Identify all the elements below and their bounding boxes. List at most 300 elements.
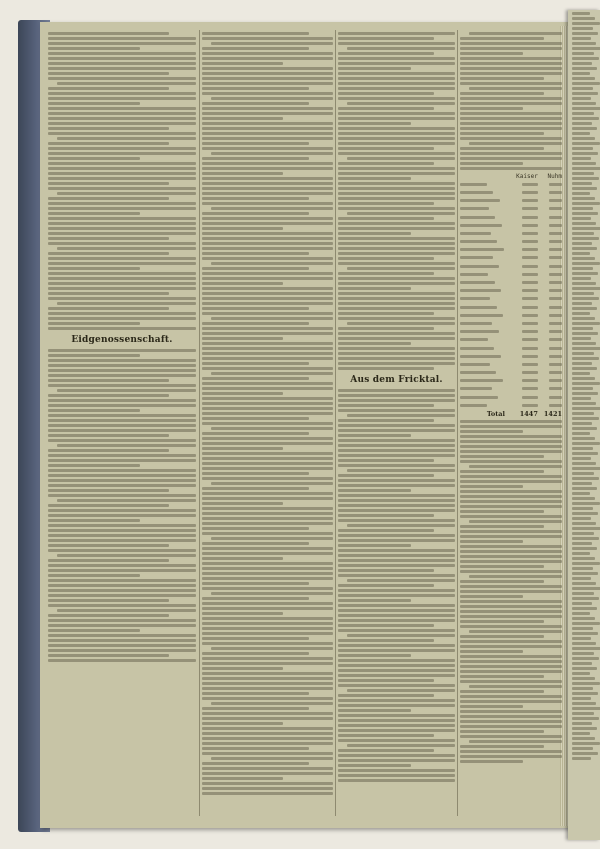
facing-page-line [572, 302, 592, 305]
text-line [460, 480, 562, 483]
text-line [57, 444, 196, 447]
facing-page-line [572, 512, 598, 515]
row-value [549, 183, 562, 186]
text-line [211, 482, 333, 485]
table-row [460, 213, 562, 221]
facing-page-line [572, 132, 590, 135]
row-value [522, 396, 538, 399]
text-line [48, 454, 196, 457]
row-label [460, 240, 497, 243]
text-line [460, 710, 562, 713]
text-line [202, 452, 333, 455]
facing-page-line [572, 142, 600, 145]
text-line [202, 782, 333, 785]
row-value [549, 322, 562, 325]
text-line [48, 479, 196, 482]
table-row [460, 393, 562, 401]
text-line [460, 525, 544, 528]
text-line [338, 589, 455, 592]
text-line [460, 137, 562, 140]
facing-page-line [572, 297, 599, 300]
text-line [202, 732, 333, 735]
text-line [460, 730, 544, 733]
text-line [338, 262, 455, 265]
text-line [338, 659, 455, 662]
text-line [460, 505, 562, 508]
text-line [460, 162, 523, 165]
text-line [48, 197, 169, 200]
facing-page-line [572, 582, 596, 585]
table-row [460, 369, 562, 377]
row-value [549, 387, 562, 390]
text-line [48, 307, 169, 310]
text-line [338, 394, 455, 397]
table-header-cell: Nuhm [547, 172, 562, 180]
text-line [338, 544, 411, 547]
total-label: Total [486, 409, 505, 418]
text-line [48, 177, 196, 180]
row-value [549, 248, 562, 251]
facing-page-line [572, 442, 600, 445]
column-2 [202, 30, 333, 797]
facing-page-line [572, 282, 596, 285]
text-line [338, 232, 411, 235]
text-line [48, 644, 196, 647]
text-line [338, 729, 455, 732]
text-line [202, 252, 309, 255]
text-line [48, 212, 140, 215]
text-line [338, 282, 455, 285]
text-line [338, 714, 455, 717]
text-line [48, 614, 169, 617]
text-line [202, 657, 333, 660]
text-line [202, 197, 309, 200]
text-line [460, 610, 562, 613]
text-line [338, 759, 455, 762]
row-value [522, 355, 538, 358]
text-line [202, 627, 333, 630]
facing-page-line [572, 222, 596, 225]
text-line [460, 167, 562, 170]
text-line [338, 137, 455, 140]
facing-page-line [572, 307, 597, 310]
text-line [202, 202, 333, 205]
text-line [338, 92, 434, 95]
text-line [202, 787, 333, 790]
text-line [338, 514, 434, 517]
text-line [48, 147, 196, 150]
text-line [202, 662, 333, 665]
text-line [460, 760, 523, 763]
text-line [202, 177, 333, 180]
text-line [202, 167, 333, 170]
facing-page-line [572, 407, 600, 410]
facing-page-line [572, 627, 593, 630]
row-value [549, 338, 562, 341]
text-line [211, 97, 333, 100]
text-line [460, 455, 544, 458]
text-line [48, 67, 196, 70]
text-line [48, 282, 196, 285]
facing-page-line [572, 277, 591, 280]
text-line [48, 217, 196, 220]
text-line [48, 474, 196, 477]
row-label [460, 379, 503, 382]
text-line [202, 567, 333, 570]
text-line [338, 719, 455, 722]
text-line [347, 744, 455, 747]
facing-page-line [572, 737, 595, 740]
text-line [202, 272, 333, 275]
text-line [202, 182, 333, 185]
text-line [347, 579, 455, 582]
facing-page-line [572, 432, 590, 435]
column-rule [335, 30, 336, 816]
text-line [338, 454, 455, 457]
text-line [338, 287, 411, 290]
text-line [469, 685, 562, 688]
text-line [48, 359, 196, 362]
text-line [338, 297, 455, 300]
text-line [48, 237, 169, 240]
row-label [460, 216, 495, 219]
facing-page-line [572, 92, 598, 95]
text-line [202, 357, 333, 360]
text-line [48, 529, 196, 532]
facing-page-line [572, 82, 600, 85]
facing-page-line [572, 702, 596, 705]
facing-page-line [572, 552, 590, 555]
facing-page-line [572, 662, 592, 665]
text-line [48, 142, 169, 145]
text-line [460, 450, 562, 453]
row-label [460, 396, 498, 399]
text-line [202, 487, 309, 490]
text-line [460, 82, 562, 85]
row-label [460, 322, 492, 325]
facing-page-line [572, 502, 600, 505]
column-rule [199, 30, 200, 816]
table-row [460, 385, 562, 393]
facing-page-line [572, 152, 598, 155]
text-line [202, 297, 333, 300]
table-header-row [460, 172, 562, 180]
row-value [549, 273, 562, 276]
facing-page-line [572, 457, 591, 460]
text-line [48, 514, 196, 517]
facing-page-line [572, 572, 598, 575]
facing-page-line [572, 12, 590, 15]
text-line [202, 707, 309, 710]
text-line [48, 549, 196, 552]
text-line [338, 474, 434, 477]
text-line [338, 142, 455, 145]
text-line [202, 107, 333, 110]
table-row [460, 311, 562, 319]
facing-page-line [572, 192, 590, 195]
text-line [338, 67, 411, 70]
text-line [48, 434, 169, 437]
text-line [48, 539, 196, 542]
facing-page-line [572, 607, 597, 610]
row-value [549, 265, 562, 268]
text-line [338, 574, 455, 577]
text-line [202, 327, 333, 330]
text-line [338, 272, 434, 275]
text-line [338, 749, 434, 752]
row-label [460, 355, 501, 358]
facing-page-line [572, 77, 595, 80]
facing-page-line [572, 322, 600, 325]
text-line [460, 425, 562, 428]
text-line [338, 352, 455, 355]
text-line [48, 489, 169, 492]
text-line [338, 347, 455, 350]
text-line [202, 587, 333, 590]
text-line [202, 772, 333, 775]
facing-page-line [572, 17, 595, 20]
facing-page-line [572, 537, 599, 540]
text-line [460, 495, 562, 498]
text-line [202, 187, 333, 190]
text-line [202, 572, 333, 575]
text-line [202, 392, 283, 395]
row-value [522, 289, 538, 292]
row-value [522, 224, 538, 227]
facing-page-line [572, 272, 598, 275]
text-line [202, 617, 333, 620]
text-line [338, 52, 434, 55]
text-line [338, 57, 455, 60]
row-value [549, 216, 562, 219]
text-line [338, 252, 455, 255]
text-line [202, 407, 333, 410]
facing-page-line [572, 242, 592, 245]
text-line [202, 492, 333, 495]
row-label [460, 265, 499, 268]
text-line [460, 485, 523, 488]
text-line [347, 212, 455, 215]
text-line [460, 690, 544, 693]
row-label [460, 363, 490, 366]
text-line [202, 457, 333, 460]
text-line [338, 594, 455, 597]
text-line [338, 292, 455, 295]
facing-page-line [572, 57, 599, 60]
text-line [347, 524, 455, 527]
text-line [202, 377, 309, 380]
text-line [48, 312, 196, 315]
text-line [460, 77, 544, 80]
text-line [460, 92, 544, 95]
text-line [460, 127, 562, 130]
row-value [522, 314, 538, 317]
facing-page-line [572, 757, 591, 760]
text-line [48, 599, 169, 602]
text-line [338, 337, 455, 340]
table-row [460, 197, 562, 205]
text-line [48, 564, 196, 567]
text-line [48, 424, 196, 427]
facing-page-line [572, 747, 593, 750]
text-line [460, 152, 562, 155]
text-line [338, 584, 434, 587]
text-line [338, 42, 455, 45]
text-line [48, 297, 196, 300]
facing-page-line [572, 357, 599, 360]
table-row [460, 287, 562, 295]
text-line [48, 584, 196, 587]
row-value [522, 256, 538, 259]
text-line [469, 575, 562, 578]
text-line [202, 432, 309, 435]
text-line [202, 307, 309, 310]
text-line [202, 687, 333, 690]
text-line [202, 682, 333, 685]
text-line [211, 42, 333, 45]
text-line [48, 364, 196, 367]
text-line [202, 462, 333, 465]
text-line [48, 469, 196, 472]
row-label [460, 314, 503, 317]
row-value [522, 330, 538, 333]
facing-page-line [572, 327, 593, 330]
text-line [202, 582, 309, 585]
row-label [460, 338, 488, 341]
text-line [48, 494, 196, 497]
text-line [202, 677, 333, 680]
text-line [347, 322, 455, 325]
text-line [202, 437, 333, 440]
facing-page-line [572, 47, 600, 50]
facing-page-line [572, 317, 595, 320]
text-line [338, 639, 434, 642]
facing-page-line [572, 542, 592, 545]
text-line [211, 427, 333, 430]
table-row [460, 229, 562, 237]
text-line [48, 534, 196, 537]
row-label [460, 330, 499, 333]
text-line [48, 619, 196, 622]
text-line [338, 207, 455, 210]
table-row [460, 303, 562, 311]
text-line [338, 247, 455, 250]
text-line [202, 137, 333, 140]
text-line [48, 459, 196, 462]
facing-page-line [572, 32, 598, 35]
facing-page-line [572, 687, 593, 690]
total-value: 1447 [519, 409, 538, 418]
text-line [48, 102, 140, 105]
text-line [460, 670, 562, 673]
text-line [338, 87, 455, 90]
row-value [522, 322, 538, 325]
table-row [460, 344, 562, 352]
text-line [202, 747, 309, 750]
text-line [48, 227, 196, 230]
text-line [460, 675, 544, 678]
text-line [469, 142, 562, 145]
facing-page-line [572, 632, 598, 635]
text-line [48, 202, 196, 205]
row-value [522, 207, 538, 210]
text-line [338, 774, 455, 777]
text-line [202, 652, 309, 655]
facing-page-line [572, 232, 594, 235]
text-line [57, 247, 196, 250]
text-line [202, 382, 333, 385]
text-line [48, 167, 196, 170]
text-line [202, 257, 333, 260]
text-line [202, 32, 309, 35]
text-line [338, 609, 455, 612]
text-line [338, 484, 455, 487]
facing-page-line [572, 752, 598, 755]
facing-page-line [572, 202, 600, 205]
text-line [202, 667, 283, 670]
facing-page-line [572, 167, 600, 170]
text-line [460, 700, 562, 703]
text-line [338, 367, 434, 370]
text-line [48, 394, 169, 397]
text-line [202, 552, 333, 555]
table-row [460, 246, 562, 254]
text-line [48, 37, 196, 40]
facing-page-line [572, 67, 597, 70]
text-line [469, 630, 562, 633]
text-line [469, 87, 562, 90]
text-line [338, 187, 455, 190]
text-line [338, 534, 455, 537]
text-line [338, 127, 455, 130]
text-line [202, 132, 333, 135]
text-line [202, 712, 333, 715]
text-line [48, 484, 196, 487]
text-line [48, 579, 196, 582]
facing-page-line [572, 127, 597, 130]
row-label [460, 224, 502, 227]
text-line [48, 112, 196, 115]
facing-page-line [572, 217, 591, 220]
text-line [48, 519, 140, 522]
text-line [460, 52, 523, 55]
row-label [460, 306, 497, 309]
text-line [460, 720, 562, 723]
text-line [338, 399, 455, 402]
text-line [202, 267, 309, 270]
text-line [202, 222, 333, 225]
text-line [48, 42, 196, 45]
table-row [460, 270, 562, 278]
text-line [48, 349, 196, 352]
column-3 [338, 30, 455, 784]
text-line [338, 167, 455, 170]
facing-page-line [572, 27, 593, 30]
text-line [202, 247, 333, 250]
text-line [338, 357, 455, 360]
facing-page-line [572, 122, 592, 125]
text-line [338, 494, 455, 497]
text-line [202, 507, 333, 510]
text-line [202, 142, 309, 145]
text-line [48, 72, 169, 75]
text-line [202, 637, 309, 640]
row-value [522, 216, 538, 219]
text-line [202, 562, 333, 565]
text-line [48, 57, 196, 60]
facing-page-line [572, 42, 596, 45]
text-line [338, 489, 411, 492]
